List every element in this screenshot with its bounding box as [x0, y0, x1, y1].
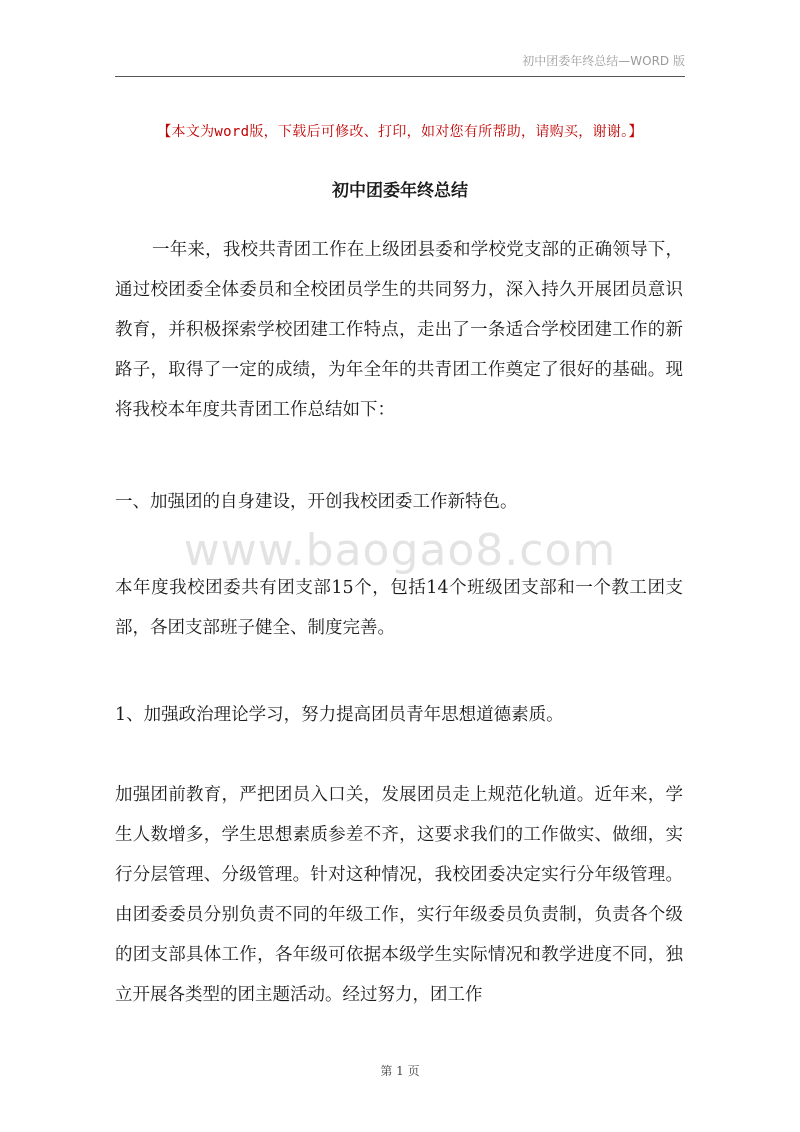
purchase-notice: 【本文为word版，下载后可修改、打印，如对您有所帮助，请购买，谢谢。】 [157, 124, 643, 140]
subsection-heading: 1、加强政治理论学习，努力提高团员青年思想道德素质。 [115, 705, 564, 725]
document-title: 初中团委年终总结 [332, 181, 468, 201]
body-paragraph: 加强团前教育，严把团员入口关，发展团员走上规范化轨道。近年来，学生人数增多，学生思想素质参差不齐，这要求我们的工作做实、做细，实行分层管理、分级管理。针对这种情况，我校团委决定实行分年级管理。由团委委员分别负责不同的年级工作，实行年级委员负责制，负责各个级的团支部具体工作，各年级可依据本级学生实际情况和教学进度不同，独立开展各类型的团主题活动。经过努力，团工作 [115, 785, 683, 1005]
section-heading: 一、加强团的自身建设，开创我校团委工作新特色。 [115, 492, 518, 512]
running-header: 初中团委年终总结—WORD 版 [522, 54, 685, 68]
page-number: 第 1 页 [380, 1064, 420, 1078]
watermark: www.baogao8.com [183, 525, 617, 576]
intro-paragraph: 一年来，我校共青团工作在上级团县委和学校党支部的正确领导下，通过校团委全体委员和全校团员学生的共同努力，深入持久开展团员意识教育，并积极探索学校团建工作特点，走出了一条适合学校团建工作的新路子，取得了一定的成绩，为年全年的共青团工作奠定了很好的基础。现将我校本年度共青团工作总结如下： [115, 240, 683, 420]
header-divider [115, 76, 685, 77]
body-paragraph: 本年度我校团委共有团支部15个，包括14个班级团支部和一个教工团支部，各团支部班子健全、制度完善。 [115, 578, 683, 638]
